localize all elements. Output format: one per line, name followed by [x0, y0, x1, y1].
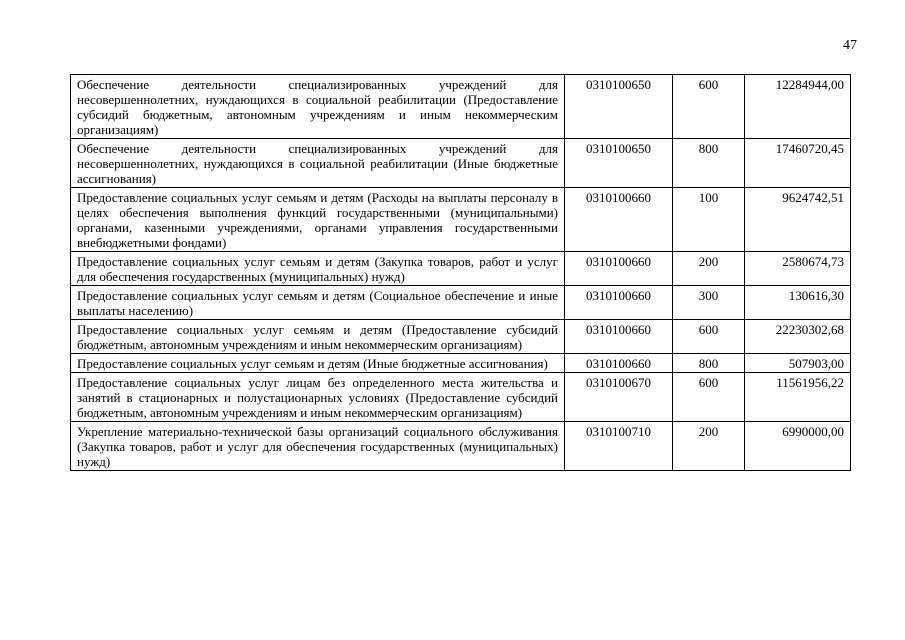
row-amount: 17460720,45 — [745, 139, 851, 188]
row-description: Предоставление социальных услуг семьям и детям (Предоставление субсидий бюджетным, автономным учреждениям и иным некоммерческим организациям) — [71, 320, 565, 354]
row-amount: 9624742,51 — [745, 188, 851, 252]
row-type: 600 — [673, 75, 745, 139]
row-description: Укрепление материально-технической базы организаций социального обслуживания (Закупка товаров, работ и услуг для обеспечения государственных (муниципальных) нужд) — [71, 422, 565, 471]
table-row — [71, 320, 851, 354]
row-type: 800 — [673, 354, 745, 373]
row-amount: 6990000,00 — [745, 422, 851, 471]
row-description: Предоставление социальных услуг лицам без определенного места жительства и занятий в стационарных и полустационарных условиях (Предоставление субсидий бюджетным, автономным учреждениям и иным некоммерческим организациям) — [71, 373, 565, 422]
row-code: 0310100710 — [565, 422, 673, 471]
budget-table — [70, 74, 851, 471]
table-row — [71, 422, 851, 471]
row-description: Предоставление социальных услуг семьям и детям (Социальное обеспечение и иные выплаты населению) — [71, 286, 565, 320]
row-type: 200 — [673, 252, 745, 286]
row-type: 600 — [673, 320, 745, 354]
row-code: 0310100670 — [565, 373, 673, 422]
row-description: Обеспечение деятельности специализированных учреждений для несовершеннолетних, нуждающихся в социальной реабилитации (Иные бюджетные ассигнования) — [71, 139, 565, 188]
page-number: 47 — [843, 38, 857, 53]
row-type: 100 — [673, 188, 745, 252]
budget-table-body — [71, 75, 851, 471]
row-description: Предоставление социальных услуг семьям и детям (Иные бюджетные ассигнования) — [71, 354, 565, 373]
table-row — [71, 139, 851, 188]
row-code: 0310100660 — [565, 286, 673, 320]
row-code: 0310100660 — [565, 320, 673, 354]
row-amount: 11561956,22 — [745, 373, 851, 422]
row-amount: 130616,30 — [745, 286, 851, 320]
row-code: 0310100650 — [565, 75, 673, 139]
table-row — [71, 373, 851, 422]
row-code: 0310100660 — [565, 354, 673, 373]
row-code: 0310100660 — [565, 188, 673, 252]
row-type: 300 — [673, 286, 745, 320]
row-code: 0310100650 — [565, 139, 673, 188]
row-amount: 2580674,73 — [745, 252, 851, 286]
row-description: Предоставление социальных услуг семьям и детям (Закупка товаров, работ и услуг для обеспечения государственных (муниципальных) нужд) — [71, 252, 565, 286]
row-type: 600 — [673, 373, 745, 422]
row-amount: 22230302,68 — [745, 320, 851, 354]
table-row — [71, 354, 851, 373]
row-type: 800 — [673, 139, 745, 188]
row-description: Предоставление социальных услуг семьям и детям (Расходы на выплаты персоналу в целях обеспечения выполнения функций государственными (муниципальными) органами, казенными учреждениями, органами управления государственными внебюджетными фондами) — [71, 188, 565, 252]
row-type: 200 — [673, 422, 745, 471]
row-amount: 507903,00 — [745, 354, 851, 373]
table-row — [71, 286, 851, 320]
row-description: Обеспечение деятельности специализированных учреждений для несовершеннолетних, нуждающихся в социальной реабилитации (Предоставление субсидий бюджетным, автономным учреждениям и иным некоммерческим организациям) — [71, 75, 565, 139]
table-row — [71, 252, 851, 286]
row-amount: 12284944,00 — [745, 75, 851, 139]
table-row — [71, 188, 851, 252]
row-code: 0310100660 — [565, 252, 673, 286]
table-row — [71, 75, 851, 139]
